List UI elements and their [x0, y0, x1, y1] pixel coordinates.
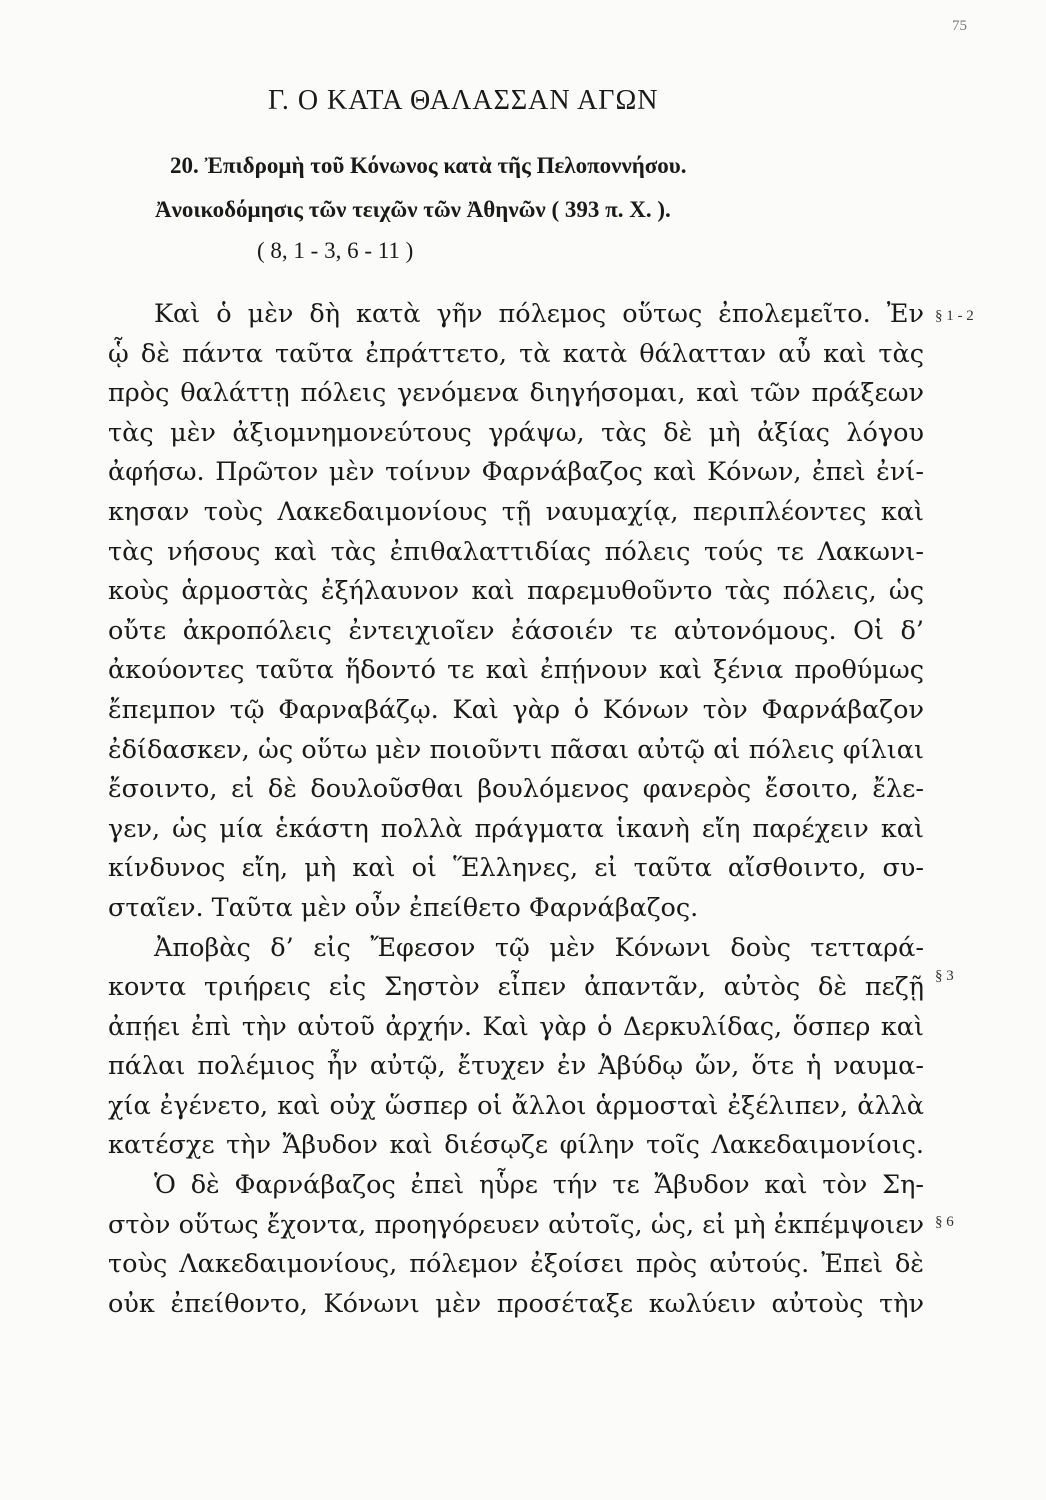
text-line: ἔσοιντο, εἰ δὲ δουλοῦσθαι βουλόμενος φανερὸς ἔσοιτο, ἔλε- [108, 774, 924, 805]
text-line: Ὁ δὲ Φαρνάβαζος ἐπεὶ ηὗρε τήν τε Ἄβυδον καὶ τὸν Ση- [154, 1170, 924, 1201]
section-reference: ( 8, 1 - 3, 6 - 11 ) [257, 238, 414, 263]
text-line: τοὺς Λακεδαιμονίους, πόλεμον ἐξοίσει πρὸς αὐτούς. Ἐπεὶ δὲ [108, 1249, 924, 1280]
text-line: τὰς μὲν ἀξιομνημονεύτους γράψω, τὰς δὲ μὴ ἀξίας λόγου [108, 417, 924, 448]
text-line: ἀπῄει ἐπὶ τὴν αὑτοῦ ἀρχήν. Καὶ γὰρ ὁ Δερκυλίδας, ὅσπερ καὶ [108, 1011, 924, 1042]
text-line: κατέσχε τὴν Ἄβυδον καὶ διέσῳζε φίλην τοῖς Λακεδαιμονίοις. [108, 1130, 924, 1161]
section-heading-line2: Ἀνοικοδόμησις τῶν τειχῶν τῶν Ἀθηνῶν ( 393 π. Χ. ). [155, 197, 671, 222]
text-line: κοὺς ἁρμοστὰς ἐξήλαυνον καὶ παρεμυθοῦντο τὰς πόλεις, ὡς [108, 576, 924, 607]
text-line: στὸν οὕτως ἔχοντα, προηγόρευεν αὐτοῖς, ὡς, εἰ μὴ ἐκπέμψοιεν [108, 1209, 924, 1240]
text-line: ἐδίδασκεν, ὡς οὕτω μὲν ποιοῦντι πᾶσαι αὐτῷ αἱ πόλεις φίλιαι [108, 734, 924, 765]
margin-note-section-1-2: § 1 - 2 [935, 308, 974, 324]
text-line: Ἀποβὰς δ’ εἰς Ἔφεσον τῷ μὲν Κόνωνι δοὺς τετταρά- [154, 932, 924, 963]
text-line: ἔπεμπον τῷ Φαρναβάζῳ. Καὶ γὰρ ὁ Κόνων τὸν Φαρνάβαζον [108, 694, 924, 725]
body-text [108, 295, 924, 1324]
text-line: οὔτε ἀκροπόλεις ἐντειχιοῖεν ἐάσοιέν τε αὐτονόμους. Οἱ δ’ [108, 615, 924, 646]
text-line: ᾧ δὲ πάντα ταῦτα ἐπράττετο, τὰ κατὰ θάλατταν αὖ καὶ τὰς [108, 338, 924, 369]
margin-note-section-3: § 3 [935, 968, 954, 984]
text-line: Καὶ ὁ μὲν δὴ κατὰ γῆν πόλεμος οὕτως ἐπολεμεῖτο. Ἐν [154, 299, 924, 329]
page-number: 75 [952, 18, 967, 34]
text-line: κοντα τριήρεις εἰς Σηστὸν εἶπεν ἀπαντᾶν, αὐτὸς δὲ πεζῇ [108, 972, 924, 1003]
text-line: οὐκ ἐπείθοντο, Κόνωνι μὲν προσέταξε κωλύειν αὐτοὺς τὴν [108, 1288, 924, 1319]
text-line: ἀφήσω. Πρῶτον μὲν τοίνυν Φαρνάβαζος καὶ Κόνων, ἐπεὶ ἐνί- [108, 457, 924, 488]
text-line: πάλαι πολέμιος ἦν αὐτῷ, ἔτυχεν ἐν Ἀβύδῳ ὤν, ὅτε ἡ ναυμα- [108, 1051, 924, 1082]
margin-note-section-6: § 6 [935, 1214, 954, 1230]
text-line: τὰς νήσους καὶ τὰς ἐπιθαλαττιδίας πόλεις τούς τε Λακωνι- [108, 536, 924, 567]
text-line: κίνδυνος εἴη, μὴ καὶ οἱ Ἕλληνες, εἰ ταῦτα αἴσθοιντο, συ- [108, 853, 924, 884]
text-line: γεν, ὡς μία ἑκάστη πολλὰ πράγματα ἱκανὴ εἴη παρέχειν καὶ [108, 813, 924, 844]
text-line: ἀκούοντες ταῦτα ἥδοντό τε καὶ ἐπῄνουν καὶ ξένια προθύμως [108, 655, 924, 686]
chapter-title: Γ. Ο ΚΑΤΑ ΘΑΛΑΣΣΑΝ ΑΓΩΝ [268, 85, 659, 116]
text-line: κησαν τοὺς Λακεδαιμονίους τῇ ναυμαχίᾳ, περιπλέοντες καὶ [108, 496, 924, 527]
text-line: χία ἐγένετο, καὶ οὐχ ὥσπερ οἱ ἄλλοι ἁρμοσταὶ ἐξέλιπεν, ἀλλὰ [108, 1090, 924, 1121]
section-heading-line1: 20. Ἐπιδρομὴ τοῦ Κόνωνος κατὰ τῆς Πελοποννήσου. [170, 153, 687, 178]
text-line: πρὸς θαλάττῃ πόλεις γενόμενα διηγήσομαι, καὶ τῶν πράξεων [108, 378, 924, 409]
text-line: σταῖεν. Ταῦτα μὲν οὖν ἐπείθετο Φαρνάβαζος. [108, 892, 699, 923]
